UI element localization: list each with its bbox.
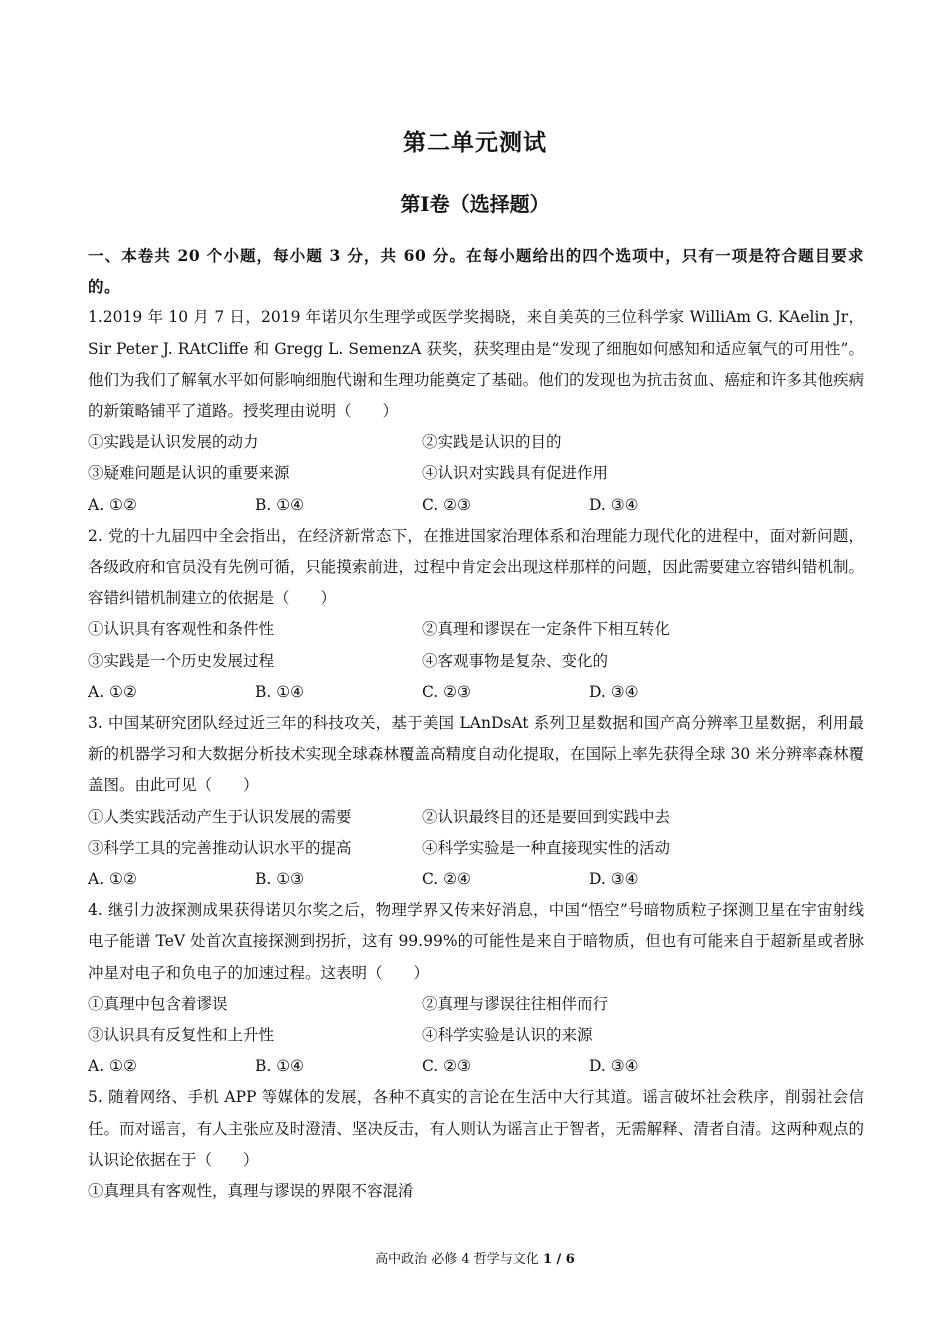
question-stem: 4. 继引力波探测成果获得诺贝尔奖之后，物理学界又传来好消息，中国“悟空”号暗物质粒子探测卫星在宇宙射线电子能谱 TeV 处首次直接探测到拐折，这有 99.99%的可能性是来自于暗物质，但也有可能来自于超新星或者脉冲星对电子和负电子的加速过程。这表明（ ） (88, 901, 864, 982)
option-row (88, 802, 864, 833)
answer-choice: D. ③④ (589, 495, 639, 514)
question-stem: 5. 随着网络、手机 APP 等媒体的发展，各种不真实的言论在生活中大行其道。谣言破坏社会秩序，削弱社会信任。而对谣言，有人主张应及时澄清、坚决反击，有人则认为谣言止于智者，无需解释、清者自清。这两种观点的认识论依据在于（ ） (88, 1088, 864, 1169)
statement-option: ③认识具有反复性和上升性 (88, 1025, 275, 1044)
answer-choice: D. ③④ (589, 869, 639, 888)
statement-option: ①人类实践活动产生于认识发展的需要 (88, 807, 352, 826)
answer-choice: C. ②③ (422, 1057, 471, 1076)
statement-option: ④科学实验是一种直接现实性的活动 (422, 838, 671, 857)
statement-option: ②实践是认识的目的 (422, 433, 562, 452)
answer-choice: B. ①④ (255, 495, 305, 514)
option-row (88, 833, 864, 864)
statement-option: ①认识具有客观性和条件性 (88, 620, 275, 639)
statement-option: ③实践是一个历史发展过程 (88, 651, 275, 670)
answer-choice: C. ②④ (422, 869, 471, 888)
answer-choice: C. ②③ (422, 495, 471, 514)
answer-choice: A. ①② (88, 1057, 137, 1076)
page-footer (0, 1248, 950, 1267)
page-subtitle: 第Ⅰ卷（选择题） (400, 192, 550, 216)
answer-choices (88, 864, 864, 895)
page-number: 1 / 6 (542, 1252, 575, 1267)
answer-choice: B. ①④ (255, 1057, 305, 1076)
answer-choice: D. ③④ (589, 1057, 639, 1076)
question-stem: 1.2019 年 10 月 7 日，2019 年诺贝尔生理学或医学奖揭晓，来自美英的三位科学家 WilliAm G. KAelin Jr，Sir Peter J. RAtCliffe 和 Gregg L. SemenzA 获奖，获奖理由是“发现了细胞如何感知和适应氧气的可用性”。他们为我们了解氧水平如何影响细胞代谢和生理功能奠定了基础。他们的发现也为抗击贫血、癌症和许多其他疾病的新策略铺平了道路。授奖理由说明（ ） (88, 308, 864, 421)
question-block (88, 521, 864, 708)
question-block (88, 708, 864, 895)
option-row (88, 427, 864, 458)
statement-option: ④科学实验是认识的来源 (422, 1025, 593, 1044)
statement-option: ②真理和谬误在一定条件下相互转化 (422, 620, 671, 639)
answer-choice: A. ①② (88, 495, 137, 514)
answer-choices (88, 1051, 864, 1082)
statement-option: ④客观事物是复杂、变化的 (422, 651, 609, 670)
question-stem: 3. 中国某研究团队经过近三年的科技攻关，基于美国 LAnDsAt 系列卫星数据和国产高分辨率卫星数据，利用最新的机器学习和大数据分析技术实现全球森林覆盖高精度自动化提取，在国际上率先获得全球 30 米分辨率森林覆盖图。由此可见（ ） (88, 713, 864, 795)
answer-choices (88, 677, 864, 708)
answer-choice: B. ①③ (255, 869, 305, 888)
answer-choice: A. ①② (88, 682, 137, 701)
option-row (88, 989, 864, 1020)
answer-choice: C. ②③ (422, 682, 471, 701)
option-row (88, 614, 864, 645)
page-title: 第二单元测试 (403, 129, 547, 156)
question-block (88, 1082, 864, 1207)
question-block (88, 302, 864, 520)
section-instructions: 一、本卷共 20 个小题，每小题 3 分，共 60 分。在每小题给出的四个选项中，只有一项是符合题目要求的。 (88, 246, 864, 297)
option-row (88, 646, 864, 677)
statement-option: ②真理与谬误往往相伴而行 (422, 994, 609, 1013)
statement-option: ③科学工具的完善推动认识水平的提高 (88, 838, 352, 857)
statement-option: ②认识最终目的还是要回到实践中去 (422, 807, 671, 826)
answer-choices (88, 490, 864, 521)
statement-option: ①真理中包含着谬误 (88, 994, 228, 1013)
footer-course: 高中政治 必修 4 哲学与文化 (375, 1252, 539, 1267)
option-row (88, 1176, 864, 1207)
document-body (88, 240, 864, 1207)
question-stem: 2. 党的十九届四中全会指出，在经济新常态下，在推进国家治理体系和治理能力现代化的进程中，面对新问题，各级政府和官员没有先例可循，只能摸索前进，过程中肯定会出现这样那样的问题，因此需要建立容错纠错机制。容错纠错机制建立的依据是（ ） (88, 526, 864, 608)
answer-choice: A. ①② (88, 869, 137, 888)
option-row (88, 1020, 864, 1051)
option-row (88, 458, 864, 489)
statement-option: ①真理具有客观性，真理与谬误的界限不容混淆 (88, 1181, 414, 1200)
answer-choice: B. ①④ (255, 682, 305, 701)
question-block (88, 895, 864, 1082)
statement-option: ①实践是认识发展的动力 (88, 433, 259, 452)
statement-option: ③疑难问题是认识的重要来源 (88, 464, 290, 483)
answer-choice: D. ③④ (589, 682, 639, 701)
statement-option: ④认识对实践具有促进作用 (422, 464, 609, 483)
